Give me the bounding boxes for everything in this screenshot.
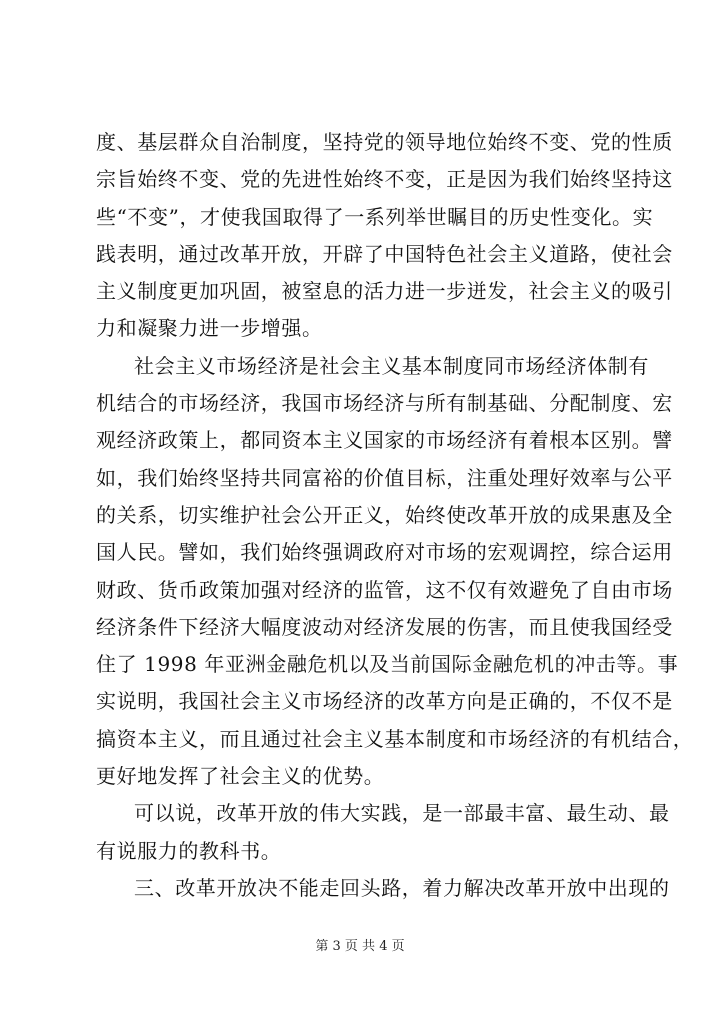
text-line: 机结合的市场经济，我国市场经济与所有制基础、分配制度、宏 — [96, 391, 673, 416]
text-line: 可以说，改革开放的伟大实践，是一部最丰富、最生动、最 — [134, 801, 670, 826]
text-line: 主义制度更加巩固，被窒息的活力进一步迸发，社会主义的吸引 — [96, 279, 673, 304]
text-line: 住了 1998 年亚洲金融危机以及当前国际金融危机的冲击等。事 — [96, 652, 679, 677]
page-footer: 第 3 页 共 4 页 — [315, 939, 405, 954]
paragraph-3 — [96, 795, 670, 870]
text-line: 践表明，通过改革开放，开辟了中国特色社会主义道路，使社会 — [96, 241, 673, 266]
text-line: 国人民。譬如，我们始终强调政府对市场的宏观调控，综合运用 — [96, 540, 673, 565]
text-line: 些“不变”，才使我国取得了一系列举世瞩目的历史性变化。实 — [96, 204, 654, 229]
text-line: 经济条件下经济大幅度波动对经济发展的伤害，而且使我国经受 — [96, 614, 673, 639]
text-line: 观经济政策上，都同资本主义国家的市场经济有着根本区别。譬 — [96, 428, 673, 453]
text-line: 搞资本主义，而且通过社会主义基本制度和市场经济的有机结合， — [96, 726, 694, 751]
text-line: 的关系，切实维护社会公开正义，始终使改革开放的成果惠及全 — [96, 502, 673, 527]
text-line: 更好地发挥了社会主义的优势。 — [96, 764, 385, 789]
paragraph-1 — [96, 124, 673, 348]
paragraph-2 — [96, 348, 694, 796]
body-text — [96, 124, 694, 907]
paragraph-4 — [96, 870, 670, 907]
text-line: 度、基层群众自治制度，坚持党的领导地位始终不变、党的性质 — [96, 130, 673, 154]
text-line: 宗旨始终不变、党的先进性始终不变，正是因为我们始终坚持这 — [96, 167, 673, 192]
text-line: 实说明，我国社会主义市场经济的改革方向是正确的，不仅不是 — [96, 689, 673, 714]
text-line: 如，我们始终坚持共同富裕的价值目标，注重处理好效率与公平 — [96, 465, 673, 490]
text-line: 社会主义市场经济是社会主义基本制度同市场经济体制有 — [134, 353, 649, 378]
text-line: 有说服力的教科书。 — [96, 838, 282, 863]
text-line: 力和凝聚力进一步增强。 — [96, 316, 323, 341]
text-line: 财政、货币政策加强对经济的监管，这不仅有效避免了自由市场 — [96, 577, 673, 602]
section-heading-line: 三、改革开放决不能走回头路，着力解决改革开放中出现的 — [134, 875, 670, 900]
